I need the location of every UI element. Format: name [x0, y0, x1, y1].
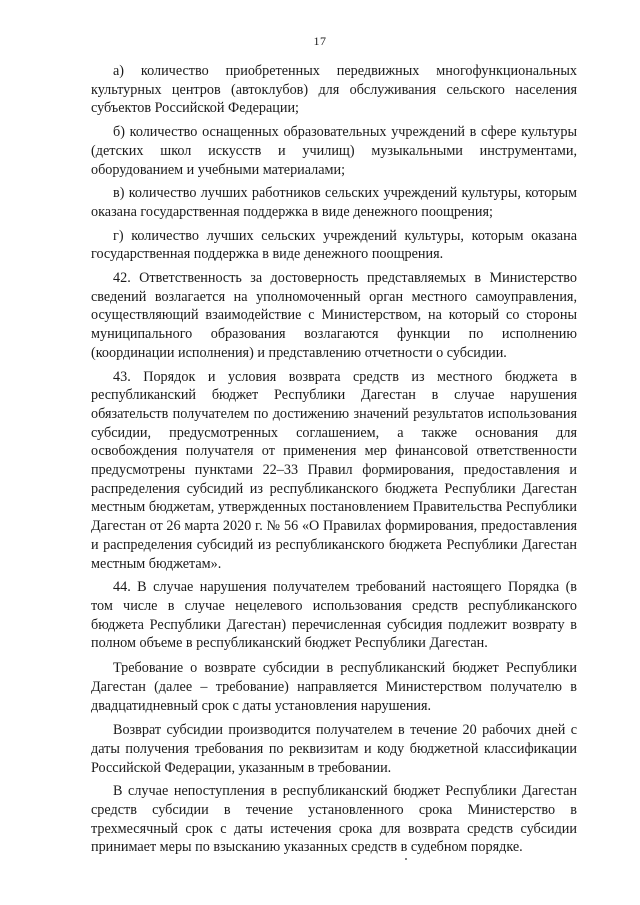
- paragraph-requirement: Требование о возврате субсидии в республиканский бюджет Республики Дагестан (далее – требование) направляется Министерством получателю в двадцатидневный срок с даты установления нарушения.: [91, 660, 577, 714]
- paragraph-item-g: г) количество лучших сельских учреждений культуры, которым оказана государственная поддержка в виде денежного поощрения.: [91, 227, 577, 263]
- paragraph-item-v: в) количество лучших работников сельских учреждений культуры, которым оказана государственная поддержка в виде денежного поощрения;: [91, 185, 577, 220]
- paragraph-refund: Возврат субсидии производится получателем в течение 20 рабочих дней с даты получения требования по реквизитам и коду бюджетной классификации Российской Федерации, указанным в требовании.: [91, 722, 577, 776]
- paragraph-44: 44. В случае нарушения получателем требований настоящего Порядка (в том числе в случае нецелевого использования средств республиканского бюджета Республики Дагестан) перечисленная субсидия подлежит возврату в полном объеме в республиканский бюджет Республики Дагестан.: [91, 579, 577, 652]
- paragraph-42: 42. Ответственность за достоверность представляемых в Министерство сведений возлагается на уполномоченный орган местного самоуправления, осуществляющий взаимодействие с Министерством, на который со стороны муниципального образования возлагаются функции по исполнению (координации исполнения) и представлению отчетности о субсидии.: [91, 270, 577, 361]
- paragraph-item-b: б) количество оснащенных образовательных учреждений в сфере культуры (детских школ искусств и училищ) музыкальными инструментами, оборудованием и учебными материалами;: [91, 124, 577, 178]
- paragraph-non-receipt: В случае непоступления в республиканский бюджет Республики Дагестан средств субсидии в течение установленного срока Министерство в трехмесячный срок с даты истечения срока для возврата средств субсидии принимает меры по взысканию указанных средств в судебном порядке.: [91, 783, 577, 856]
- scan-speck: [405, 858, 407, 860]
- document-body: [91, 62, 577, 862]
- paragraph-item-a: а) количество приобретенных передвижных многофункциональных культурных центров (автоклубов) для обслуживания сельского населения субъектов Российской Федерации;: [91, 63, 577, 117]
- paragraph-43: 43. Порядок и условия возврата средств из местного бюджета в республиканский бюджет Республики Дагестан в случае нарушения обязательств получателем по достижению значений результатов использования субсидии, предусмотренных соглашением, а также основания для освобождения получателя от применения мер финансовой ответственности предусмотрены пунктами 22–33 Правил формирования, предоставления и распределения субсидий из республиканского бюджета Республики Дагестан местным бюджетам, утвержденных постановлением Правительства Республики Дагестан от 26 марта 2020 г. № 56 «О Правилах формирования, предоставления и распределения субсидий из республиканского бюджета Республики Дагестан местным бюджетам».: [91, 368, 577, 572]
- page-number: 17: [313, 34, 327, 48]
